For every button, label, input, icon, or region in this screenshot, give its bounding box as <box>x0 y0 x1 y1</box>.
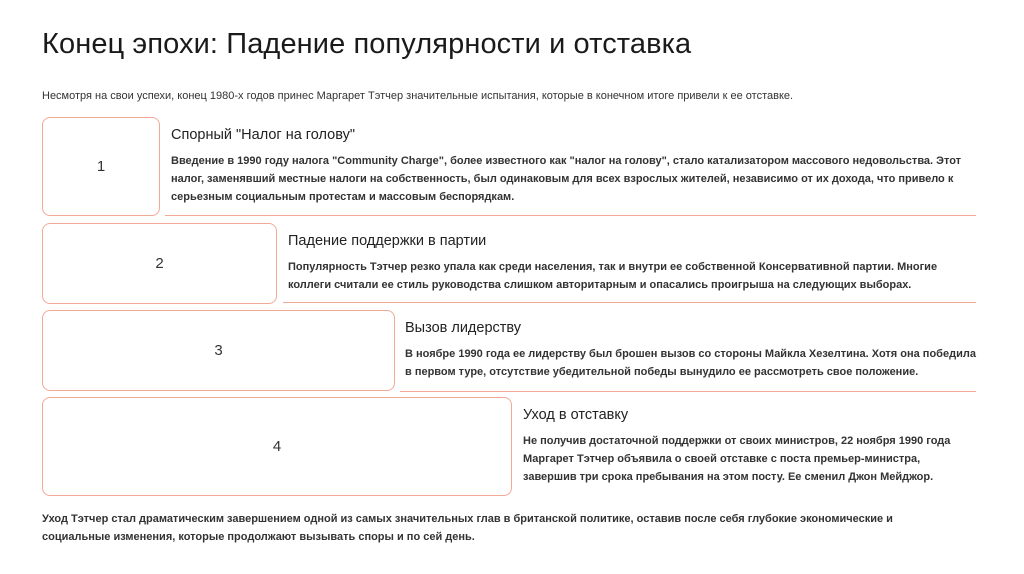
conclusion-text: Уход Тэтчер стал драматическим завершением одной из самых значительных глав в британской политике, оставив после себя глубокие экономические и социальные изменения, которые продолжают вызывать споры и по сей день. <box>42 513 893 543</box>
intro-text: Несмотря на свои успехи, конец 1980-х годов принес Маргарет Тэтчер значительные испытания, которые в конечном итоге привели к ее отставке. <box>42 90 794 102</box>
step-number-box: 2 <box>42 223 277 304</box>
step-item <box>288 233 976 294</box>
step-divider <box>165 215 976 216</box>
page-title: Конец эпохи: Падение популярности и отставка <box>42 28 692 60</box>
step-title: Падение поддержки в партии <box>288 233 487 249</box>
step-number-box: 4 <box>42 397 512 496</box>
step-description: Популярность Тэтчер резко упала как среди населения, так и внутри ее собственной Консервативной партии. Многие коллеги считали ее стиль руководства слишком авторитарным и опасались проигрыша на следующих выборах. <box>288 261 938 291</box>
step-title: Вызов лидерству <box>405 320 522 336</box>
step-divider <box>400 391 976 392</box>
step-item <box>523 407 953 486</box>
step-item <box>405 320 976 381</box>
step-item <box>171 127 976 206</box>
step-number-box: 1 <box>42 117 160 216</box>
step-title: Уход в отставку <box>523 407 629 423</box>
step-title: Спорный "Налог на голову" <box>171 127 355 143</box>
step-description: Введение в 1990 году налога "Community Charge", более известного как "налог на голову", стало катализатором массового недовольства. Этот налог, заменявший местные налоги на собственность, был одинаковым для всех взрослых жителей, независимо от их дохода, что привело к серьезным социальным протестам и массовым беспорядкам. <box>171 155 962 203</box>
step-description: Не получив достаточной поддержки от своих министров, 22 ноября 1990 года Маргарет Тэтчер объявила о своей отставке с поста премьер-министра, завершив три срока пребывания на этом посту. Ее сменил Джон Мейджор. <box>523 435 951 483</box>
step-description: В ноябре 1990 года ее лидерству был брошен вызов со стороны Майкла Хезелтина. Хотя она победила в первом туре, отсутствие убедительной победы вынудило ее рассмотреть свое положение. <box>405 348 976 378</box>
step-number-box: 3 <box>42 310 395 391</box>
step-divider <box>283 302 976 303</box>
